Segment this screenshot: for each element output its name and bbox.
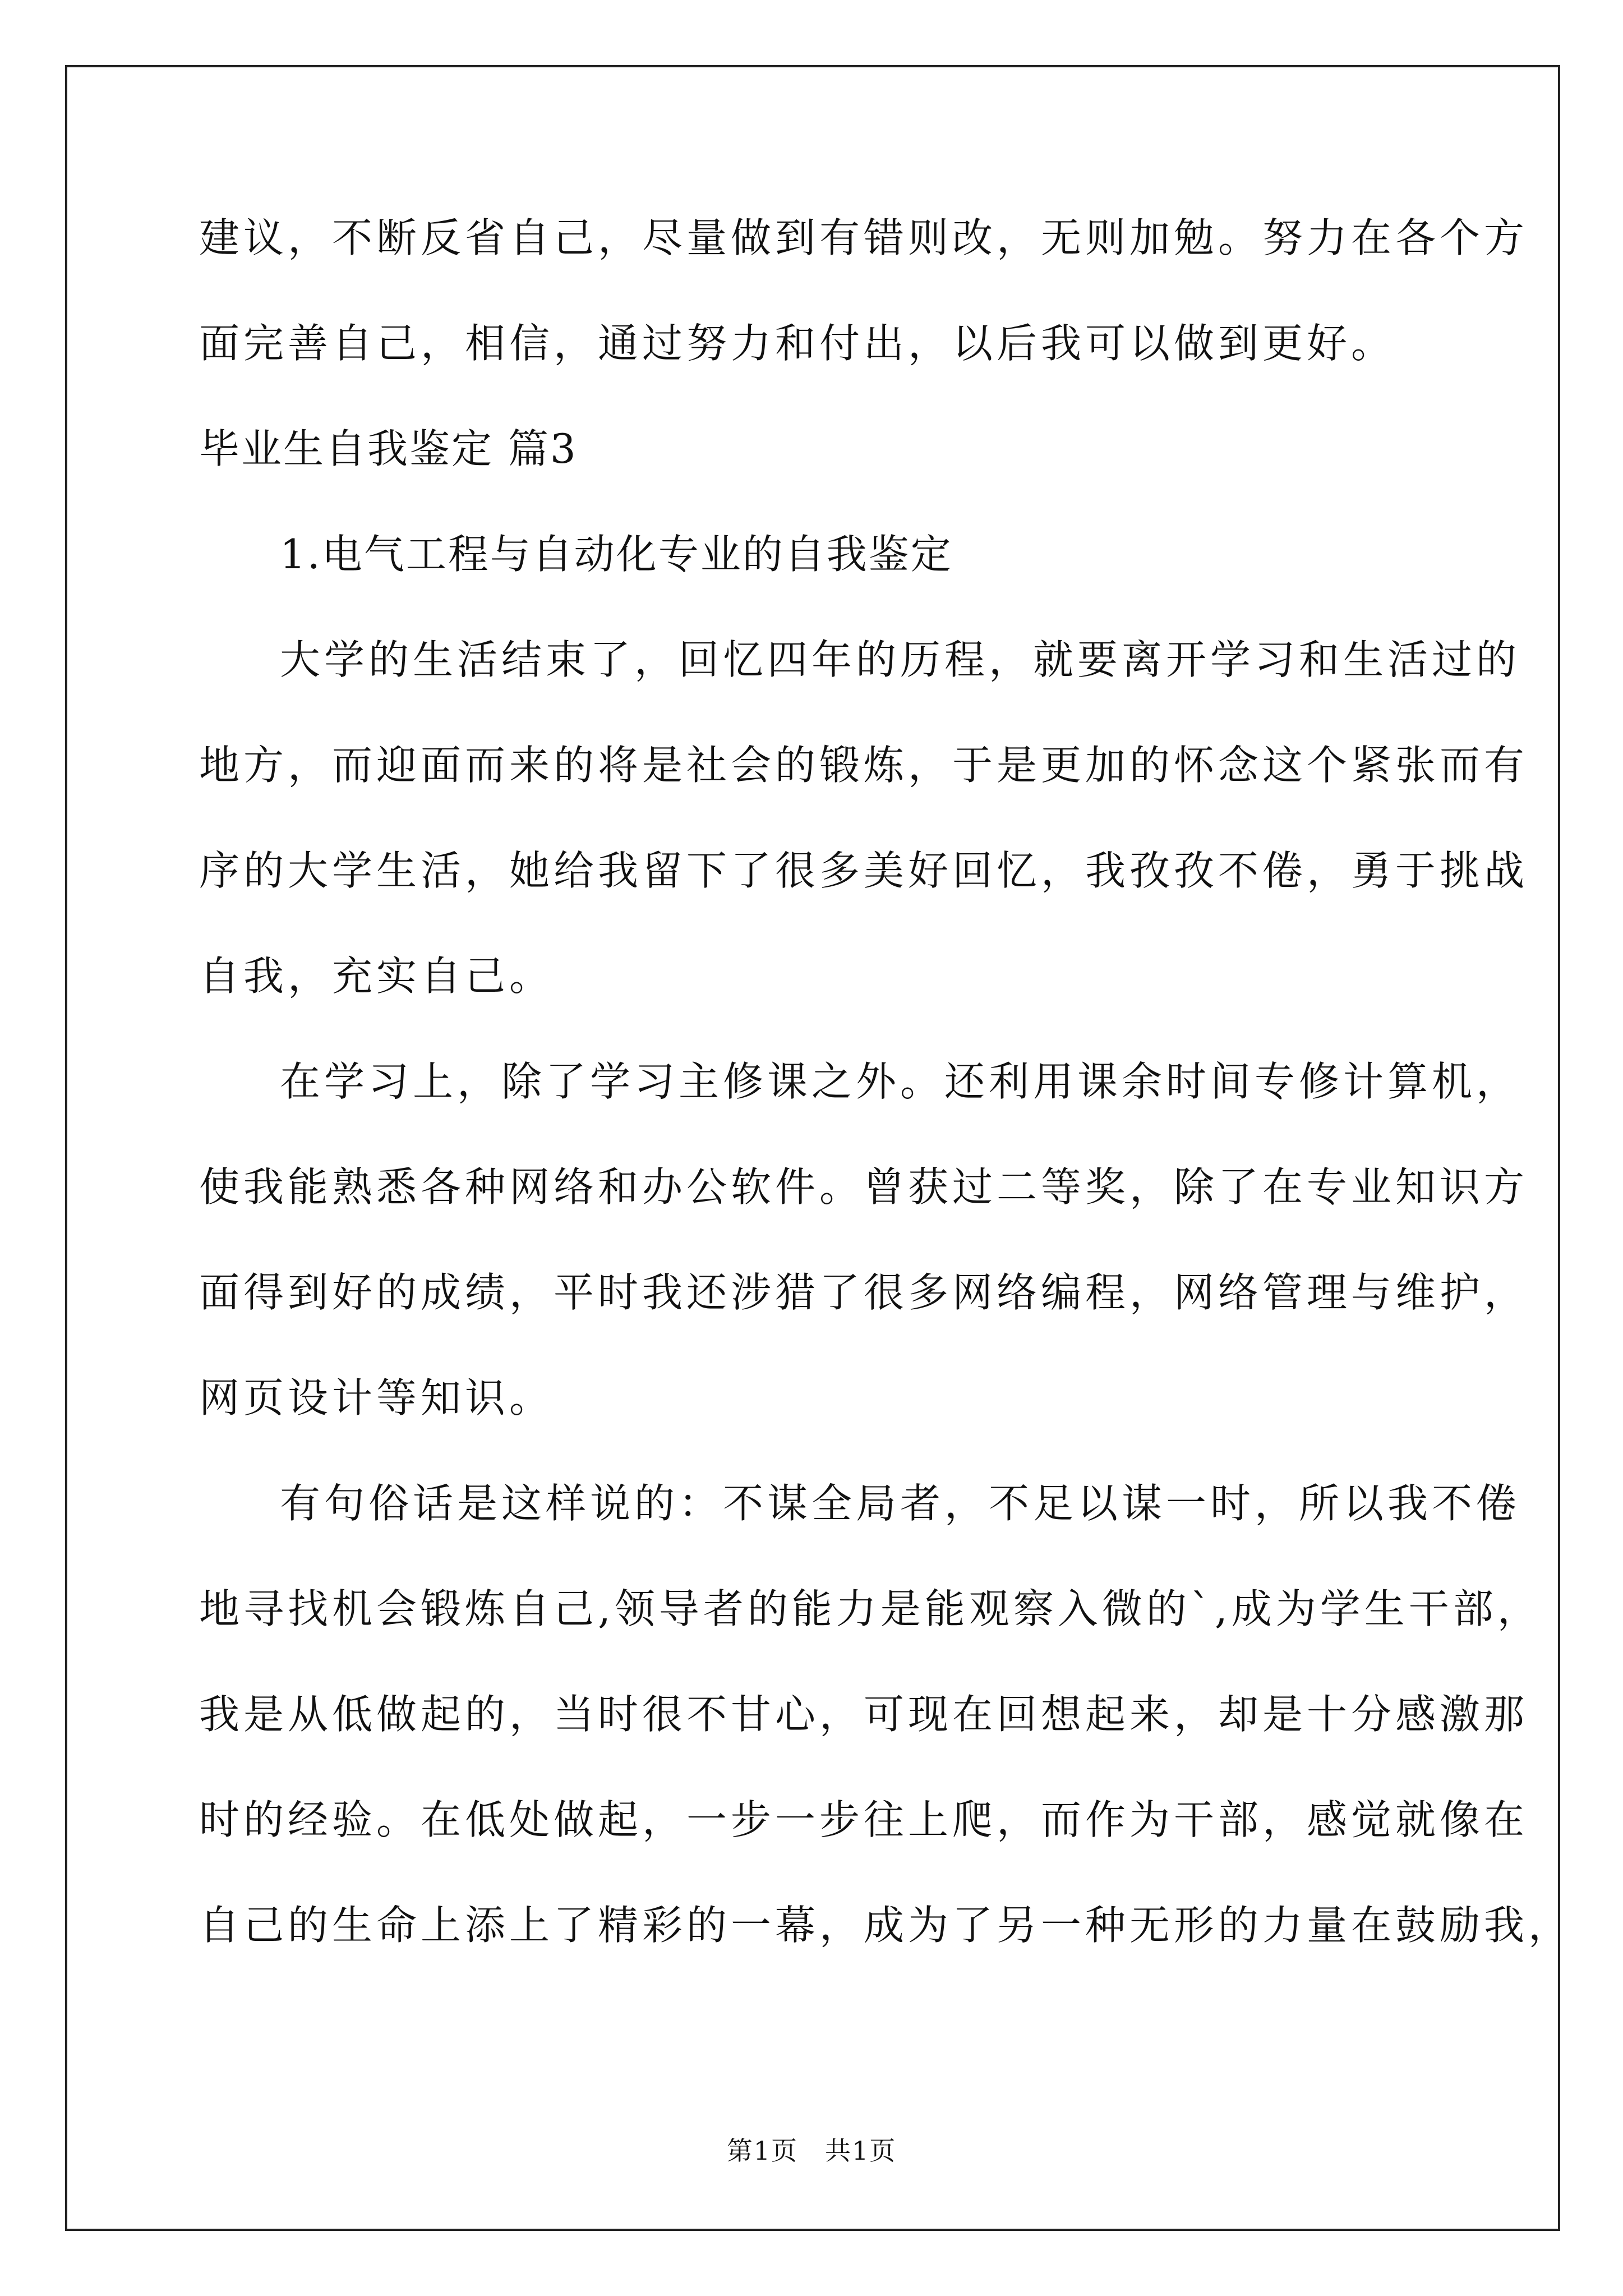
paragraph-start: 大学的生活结束了，回忆四年的历程，就要离开学习和生活过的 [280,636,1521,683]
text-line: 时的经验。在低处做起，一步一步往上爬，而作为干部，感觉就像在 [199,1796,1529,1843]
text-line: 序的大学生活，她给我留下了很多美好回忆，我孜孜不倦，勇于挑战 [199,847,1529,894]
paragraph-start: 在学习上，除了学习主修课之外。还利用课余时间专修计算机， [280,1058,1521,1105]
text-line: 面完善自己，相信，通过努力和付出，以后我可以做到更好。 [199,320,1396,367]
text-line: 地寻找机会锻炼自己,领导者的能力是能观察入微的`,成为学生干部， [199,1585,1542,1632]
document-body [199,213,1573,2006]
section-heading: 毕业生自我鉴定 篇3 [199,425,578,472]
text-line: 使我能熟悉各种网络和办公软件。曾获过二等奖，除了在专业知识方 [199,1163,1529,1211]
text-line: 自己的生命上添上了精彩的一幕，成为了另一种无形的力量在鼓励我， [199,1902,1573,1949]
paragraph-start: 有句俗话是这样说的：不谋全局者，不足以谋一时，所以我不倦 [280,1480,1521,1527]
text-line: 地方，而迎面而来的将是社会的锻炼，于是更加的怀念这个紧张而有 [199,742,1529,789]
text-line: 自我，充实自己。 [199,953,554,1000]
page-number-footer: 第1页 共1页 [726,2136,897,2166]
text-line: 建议，不断反省自己，尽量做到有错则改，无则加勉。努力在各个方 [199,214,1529,261]
text-line: 我是从低做起的，当时很不甘心，可现在回想起来，却是十分感激那 [199,1691,1529,1738]
subsection-heading: 1.电气工程与自动化专业的自我鉴定 [280,531,953,578]
text-line: 网页设计等知识。 [199,1374,554,1421]
text-line: 面得到好的成绩，平时我还涉猎了很多网络编程，网络管理与维护， [199,1269,1529,1316]
